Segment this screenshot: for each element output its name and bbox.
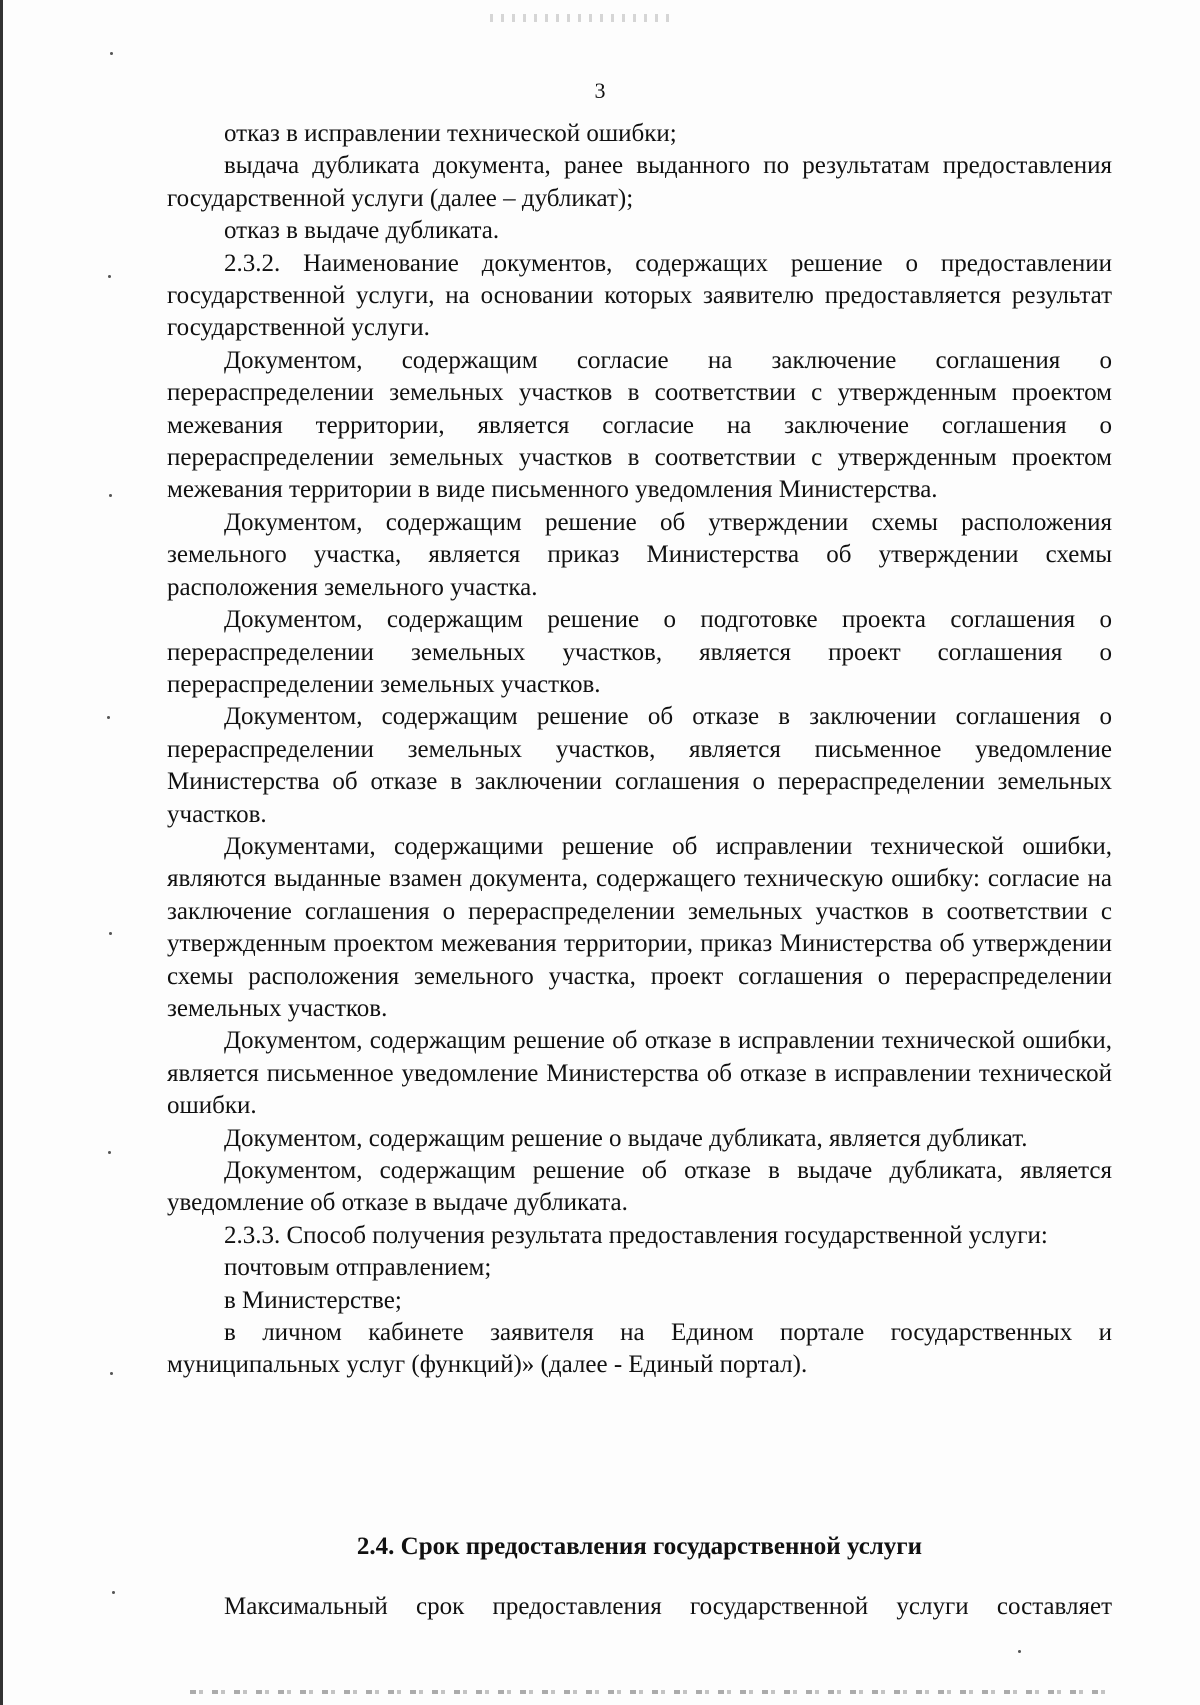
- scan-noise-top: [490, 14, 670, 22]
- paragraph: в личном кабинете заявителя на Едином портале государственных и муниципальных услуг (функций)» (далее - Единый портал).: [167, 1319, 1112, 1379]
- paragraph: Документом, содержащим решение об отказе в выдаче дубликата, является уведомление об отказе в выдаче дубликата.: [167, 1157, 1112, 1217]
- scan-left-edge: [0, 0, 3, 1705]
- paragraph: почтовым отправлением;: [224, 1254, 492, 1282]
- scan-speck: [109, 932, 112, 935]
- paragraph: Документом, содержащим решение об отказе в исправлении технической ошибки, является письменное уведомление Министерства об отказе в исправлении технической ошибки.: [167, 1027, 1112, 1120]
- paragraph: Документом, содержащим согласие на заключение соглашения о перераспределении земельных участков в соответствии с утвержденным проектом межевания территории, является согласие на заключение соглашения о перераспределении земельных участков в соответствии с утвержденным проектом межевания территории в виде письменного уведомления Министерства.: [167, 346, 1112, 504]
- scan-speck: [110, 1372, 113, 1375]
- paragraph-continued: Максимальный срок предоставления государственной услуги составляет: [224, 1593, 1112, 1620]
- paragraph: Документом, содержащим решение об утверждении схемы расположения земельного участка, является приказ Министерства об утверждении схемы расположения земельного участка.: [167, 508, 1112, 601]
- document-body: [167, 118, 1112, 1382]
- paragraph: 2.3.3. Способ получения результата предоставления государственной услуги:: [224, 1221, 1048, 1249]
- paragraph: Документом, содержащим решение о выдаче дубликата, является дубликат.: [224, 1124, 1028, 1152]
- scan-speck: [1018, 1650, 1021, 1653]
- paragraph: 2.3.2. Наименование документов, содержащих решение о предоставлении государственной услуги, на основании которых заявителю предоставляется результат государственной услуги.: [167, 249, 1112, 342]
- scan-speck: [107, 716, 110, 719]
- paragraph: Документом, содержащим решение о подготовке проекта соглашения о перераспределении земельных участков, является проект соглашения о перераспределении земельных участков.: [167, 606, 1112, 698]
- paragraph: выдача дубликата документа, ранее выданного по результатам предоставления государственной услуги (далее – дубликат);: [167, 152, 1112, 212]
- scan-speck: [109, 494, 112, 497]
- section-heading: 2.4. Срок предоставления государственной услуги: [356, 1533, 923, 1560]
- scan-speck: [110, 52, 113, 55]
- scan-noise-bottom: [190, 1690, 1110, 1694]
- paragraph: отказ в выдаче дубликата.: [224, 217, 500, 245]
- paragraph: Документами, содержащими решение об исправлении технической ошибки, являются выданные взамен документа, содержащего техническую ошибку: согласие на заключение соглашения о перераспределении земельных участков в соответствии с утвержденным проектом межевания территории, приказ Министерства об утверждении схемы расположения земельного участка, проект соглашения о перераспределении земельных участков.: [167, 832, 1112, 1022]
- scan-speck: [108, 275, 111, 278]
- paragraph: в Министерстве;: [224, 1286, 402, 1314]
- scan-speck: [112, 1591, 115, 1594]
- paragraph: отказ в исправлении технической ошибки;: [224, 120, 677, 147]
- page-number: 3: [594, 78, 606, 103]
- scan-speck: [108, 1151, 111, 1154]
- paragraph: Документом, содержащим решение об отказе в заключении соглашения о перераспределении земельных участков, является письменное уведомление Министерства об отказе в заключении соглашения о перераспределении земельных участков.: [167, 703, 1112, 828]
